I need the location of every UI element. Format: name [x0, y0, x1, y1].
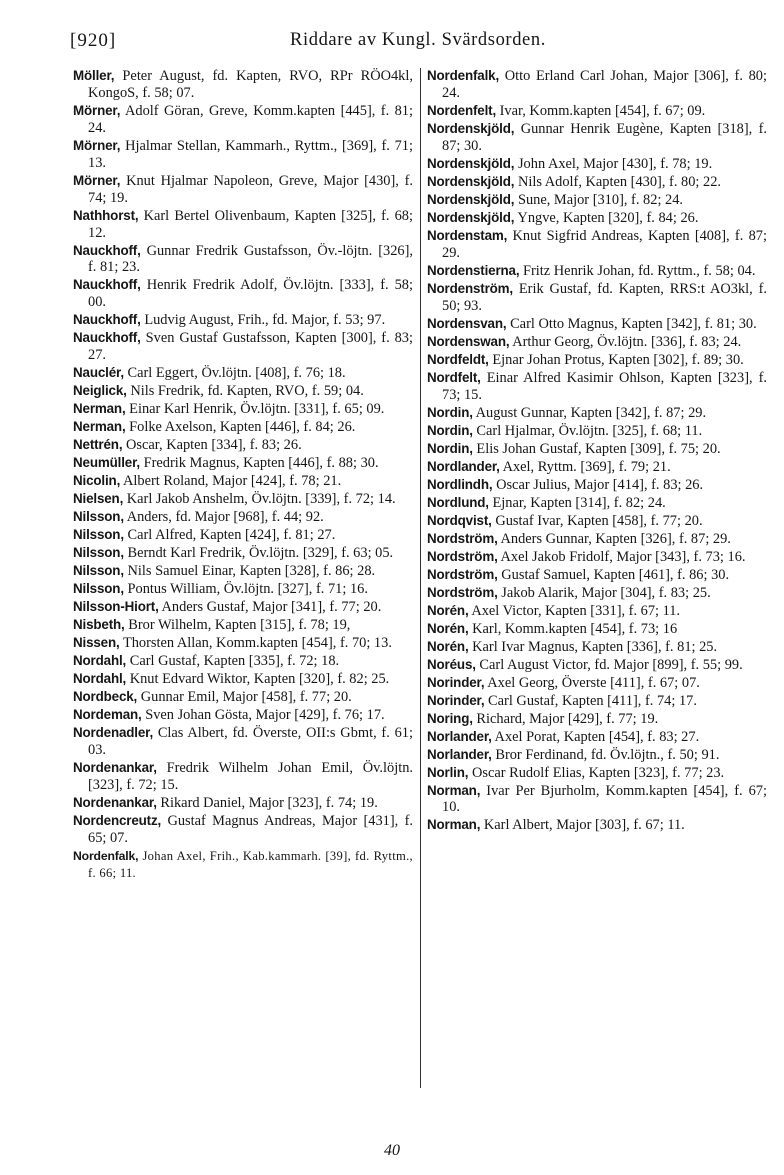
entry-surname: Nauckhoff, — [73, 312, 141, 328]
register-entry — [73, 848, 413, 882]
register-entry — [427, 281, 767, 315]
entry-surname: Nordencreutz, — [73, 813, 162, 829]
register-entry — [427, 585, 767, 602]
entry-details: Axel Porat, Kapten [454], f. 83; 27. — [494, 728, 700, 745]
entry-details: John Axel, Major [430], f. 78; 19. — [517, 155, 713, 172]
entry-surname: Nordenskjöld, — [427, 191, 515, 207]
entry-surname: Nordlander, — [427, 458, 500, 474]
register-entry — [73, 68, 413, 102]
entry-details: Nils Fredrik, fd. Kapten, RVO, f. 59; 04. — [130, 383, 364, 400]
entry-surname: Nordenadler, — [73, 725, 154, 741]
entry-surname: Neumüller, — [73, 455, 140, 471]
entry-details: Sune, Major [310], f. 82; 24. — [517, 191, 684, 208]
register-entry — [427, 817, 767, 834]
entry-details: Gustaf Magnus Andreas, Major [431], f. 65; 07. — [88, 813, 413, 846]
register-entry — [427, 334, 767, 351]
entry-details: Yngve, Kapten [320], f. 84; 26. — [517, 209, 699, 226]
entry-surname: Nerman, — [73, 401, 126, 417]
register-entry — [427, 459, 767, 476]
entry-details: Karl Albert, Major [303], f. 67; 11. — [483, 817, 685, 834]
register-entry — [427, 441, 767, 458]
register-entry — [73, 173, 413, 207]
entry-details: Jakob Alarik, Major [304], f. 83; 25. — [501, 584, 711, 601]
register-entry — [73, 635, 413, 652]
register-entry — [427, 210, 767, 227]
entry-details: Axel Georg, Överste [411], f. 67; 07. — [487, 674, 700, 691]
entry-details: Pontus William, Öv.löjtn. [327], f. 71; 16. — [127, 581, 368, 598]
entry-details: Peter August, fd. Kapten, RVO, RPr RÖO4kl, KongoS, f. 58; 07. — [88, 68, 413, 101]
printer-signature: 40 — [384, 1142, 400, 1159]
entry-surname: Nordenankar, — [73, 760, 157, 776]
register-entry — [427, 765, 767, 782]
register-entry — [73, 527, 413, 544]
entry-surname: Norén, — [427, 620, 469, 636]
entry-surname: Norén, — [427, 602, 469, 618]
entry-details: Albert Roland, Major [424], f. 78; 21. — [122, 473, 342, 490]
entry-surname: Nordström, — [427, 530, 498, 546]
entry-details: Gustaf Samuel, Kapten [461], f. 86; 30. — [501, 566, 730, 583]
register-entry — [427, 156, 767, 173]
entry-surname: Norlander, — [427, 728, 492, 744]
entry-details: Gunnar Emil, Major [458], f. 77; 20. — [140, 689, 352, 706]
entry-surname: Nauclér, — [73, 365, 124, 381]
entry-details: Ejnar Johan Protus, Kapten [302], f. 89; 30. — [492, 351, 744, 368]
entry-details: Carl Otto Magnus, Kapten [342], f. 81; 30. — [510, 315, 757, 332]
entry-surname: Nordström, — [427, 548, 498, 564]
register-entry — [73, 455, 413, 472]
entry-surname: Norinder, — [427, 674, 485, 690]
entry-details: Oscar Rudolf Elias, Kapten [323], f. 77; 23. — [471, 764, 725, 781]
register-entry — [427, 352, 767, 369]
entry-surname: Nerman, — [73, 419, 126, 435]
entry-surname: Nordström, — [427, 584, 498, 600]
entry-surname: Nordenfalk, — [73, 848, 139, 863]
register-entry — [427, 405, 767, 422]
entry-details: August Gunnar, Kapten [342], f. 87; 29. — [475, 404, 707, 421]
register-entry — [73, 491, 413, 508]
entry-surname: Noring, — [427, 710, 473, 726]
register-entry — [427, 192, 767, 209]
entry-details: Oscar, Kapten [334], f. 83; 26. — [126, 437, 302, 454]
register-entry — [73, 312, 413, 329]
entry-details: Bror Ferdinand, fd. Öv.löjtn., f. 50; 91. — [495, 746, 720, 763]
entry-surname: Norlin, — [427, 764, 469, 780]
entry-surname: Nordeman, — [73, 707, 142, 723]
entry-surname: Nilsson-Hiort, — [73, 599, 159, 615]
register-entry — [427, 316, 767, 333]
entry-details: Richard, Major [429], f. 77; 19. — [476, 710, 659, 727]
entry-details: Sven Gustaf Gustafsson, Kapten [300], f. 83; 27. — [88, 330, 413, 364]
entry-details: Axel, Ryttm. [369], f. 79; 21. — [502, 458, 671, 475]
entry-details: Fredrik Magnus, Kapten [446], f. 88; 30. — [143, 455, 379, 472]
register-entry — [73, 473, 413, 490]
entry-surname: Nilsson, — [73, 581, 124, 597]
register-entry — [427, 675, 767, 692]
entry-details: Knut Hjalmar Napoleon, Greve, Major [430], f. 74; 19. — [88, 172, 413, 206]
register-entry — [73, 437, 413, 454]
entry-surname: Nordqvist, — [427, 512, 492, 528]
entry-surname: Nathhorst, — [73, 207, 139, 223]
entry-surname: Nordenswan, — [427, 333, 510, 349]
entry-surname: Neiglick, — [73, 383, 127, 399]
entry-details: Anders, fd. Major [968], f. 44; 92. — [126, 509, 324, 526]
register-entry — [73, 617, 413, 634]
entry-surname: Nilsson, — [73, 563, 124, 579]
entry-surname: Nauckhoff, — [73, 277, 141, 293]
entry-surname: Möller, — [73, 68, 115, 83]
register-entry — [427, 747, 767, 764]
entry-details: Einar Karl Henrik, Öv.löjtn. [331], f. 65; 09. — [129, 401, 385, 418]
entry-surname: Noréus, — [427, 656, 476, 672]
entry-surname: Nauckhoff, — [73, 242, 141, 258]
entry-surname: Nordahl, — [73, 653, 127, 669]
entry-details: Carl Hjalmar, Öv.löjtn. [325], f. 68; 11. — [476, 422, 703, 439]
entry-details: Gunnar Fredrik Gustafsson, Öv.-löjtn. [326], f. 81; 23. — [88, 242, 413, 276]
entry-details: Sven Johan Gösta, Major [429], f. 76; 17. — [145, 707, 385, 724]
entry-surname: Nauckhoff, — [73, 330, 141, 346]
entry-surname: Nordin, — [427, 440, 473, 456]
entry-surname: Nisbeth, — [73, 617, 125, 633]
entry-details: Ludvig August, Frih., fd. Major, f. 53; 97. — [144, 312, 386, 329]
entry-details: Karl, Komm.kapten [454], f. 73; 16 — [472, 620, 678, 637]
entry-details: Karl Bertel Olivenbaum, Kapten [325], f. 68; 12. — [88, 207, 413, 241]
entry-details: Otto Erland Carl Johan, Major [306], f. 80; 24. — [442, 68, 767, 101]
entry-surname: Nielsen, — [73, 491, 124, 507]
entry-details: Henrik Fredrik Adolf, Öv.löjtn. [333], f. 58; 00. — [88, 277, 413, 311]
register-entry — [427, 621, 767, 638]
entry-details: Fredrik Wilhelm Johan Emil, Öv.löjtn. [323], f. 72; 15. — [88, 760, 413, 794]
entry-details: Karl Ivar Magnus, Kapten [336], f. 81; 25. — [472, 638, 718, 655]
entry-surname: Nordlindh, — [427, 476, 493, 492]
entry-surname: Nissen, — [73, 635, 120, 651]
entry-details: Fritz Henrik Johan, fd. Ryttm., f. 58; 04. — [523, 262, 756, 279]
entry-surname: Nordenskjöld, — [427, 155, 515, 171]
register-entry — [427, 477, 767, 494]
entry-details: Ejnar, Kapten [314], f. 82; 24. — [492, 494, 666, 511]
entry-details: Hjalmar Stellan, Kammarh., Ryttm., [369], f. 71; 13. — [88, 137, 413, 171]
register-entry — [73, 509, 413, 526]
register-entry — [427, 228, 767, 262]
page-number: [920] — [70, 30, 117, 51]
register-entry — [73, 383, 413, 400]
entry-details: Berndt Karl Fredrik, Öv.löjtn. [329], f. 63; 05. — [127, 545, 394, 562]
right-column — [427, 68, 767, 835]
register-entry — [73, 599, 413, 616]
register-entry — [73, 401, 413, 418]
entry-surname: Nordensvan, — [427, 315, 507, 331]
entry-surname: Nordfeldt, — [427, 351, 489, 367]
register-entry — [73, 671, 413, 688]
register-entry — [73, 419, 413, 436]
entry-surname: Nordenskjöld, — [427, 120, 515, 136]
entry-details: Karl Jakob Anshelm, Öv.löjtn. [339], f. 72; 14. — [126, 491, 396, 508]
register-entry — [427, 693, 767, 710]
register-entry — [73, 243, 413, 277]
entry-details: Ivar, Komm.kapten [454], f. 67; 09. — [499, 102, 706, 119]
entry-surname: Nicolin, — [73, 473, 121, 489]
register-entry — [73, 365, 413, 382]
entry-details: Ivar Per Bjurholm, Komm.kapten [454], f. 67; 10. — [442, 782, 767, 816]
register-entry — [427, 711, 767, 728]
entry-details: Carl August Victor, fd. Major [899], f. 55; 99. — [479, 656, 743, 673]
register-entry — [73, 707, 413, 724]
entry-surname: Mörner, — [73, 137, 121, 153]
register-entry — [427, 121, 767, 155]
entry-details: Gunnar Henrik Eugène, Kapten [318], f. 87; 30. — [442, 120, 767, 154]
entry-surname: Nilsson, — [73, 527, 124, 543]
column-divider — [420, 68, 421, 1088]
entry-surname: Nettrén, — [73, 437, 123, 453]
entry-details: Carl Gustaf, Kapten [335], f. 72; 18. — [129, 653, 340, 670]
register-entry — [427, 603, 767, 620]
entry-details: Carl Gustaf, Kapten [411], f. 74; 17. — [488, 692, 697, 709]
entry-surname: Nordenstam, — [427, 227, 508, 243]
register-entry — [427, 567, 767, 584]
register-entry — [427, 174, 767, 191]
entry-details: Knut Sigfrid Andreas, Kapten [408], f. 87; 29. — [442, 227, 767, 261]
register-entry — [427, 103, 767, 120]
entry-surname: Norén, — [427, 638, 469, 654]
entry-details: Oscar Julius, Major [414], f. 83; 26. — [496, 476, 704, 493]
entry-details: Anders Gunnar, Kapten [326], f. 87; 29. — [500, 530, 731, 547]
entry-details: Knut Edvard Wiktor, Kapten [320], f. 82; 25. — [129, 671, 390, 688]
entry-details: Folke Axelson, Kapten [446], f. 84; 26. — [129, 419, 356, 436]
entry-details: Axel Victor, Kapten [331], f. 67; 11. — [471, 602, 681, 619]
entry-details: Carl Eggert, Öv.löjtn. [408], f. 76; 18. — [127, 365, 346, 382]
entry-surname: Mörner, — [73, 102, 121, 118]
page-title: Riddare av Kungl. Svärdsorden. — [290, 30, 546, 50]
register-entry — [427, 423, 767, 440]
entry-surname: Mörner, — [73, 172, 121, 188]
entry-surname: Norlander, — [427, 746, 492, 762]
entry-surname: Nordin, — [427, 422, 473, 438]
entry-surname: Nordenström, — [427, 280, 513, 296]
register-entry — [427, 639, 767, 656]
left-column — [73, 68, 413, 883]
entry-surname: Nilsson, — [73, 509, 124, 525]
page-header — [70, 30, 766, 56]
entry-surname: Nordenfelt, — [427, 102, 497, 118]
entry-details: Rikard Daniel, Major [323], f. 74; 19. — [160, 795, 378, 812]
register-entry — [73, 330, 413, 364]
register-entry — [427, 263, 767, 280]
register-entry — [73, 581, 413, 598]
entry-details: Adolf Göran, Greve, Komm.kapten [445], f. 81; 24. — [88, 102, 413, 136]
entry-surname: Norman, — [427, 782, 481, 798]
entry-details: Carl Alfred, Kapten [424], f. 81; 27. — [127, 527, 336, 544]
register-entry — [427, 531, 767, 548]
register-entry — [427, 68, 767, 102]
register-entry — [427, 370, 767, 404]
entry-details: Axel Jakob Fridolf, Major [343], f. 73; 16. — [500, 548, 746, 565]
entry-surname: Nordfelt, — [427, 369, 481, 385]
register-entry — [73, 725, 413, 759]
register-entry — [73, 208, 413, 242]
entry-surname: Nordström, — [427, 566, 498, 582]
register-entry — [73, 277, 413, 311]
entry-surname: Nordahl, — [73, 671, 127, 687]
entry-details: Erik Gustaf, fd. Kapten, RRS:t AO3kl, f. 50; 93. — [442, 280, 767, 314]
register-entry — [427, 657, 767, 674]
entry-surname: Nordenfalk, — [427, 68, 500, 83]
entry-details: Johan Axel, Frih., Kab.kammarh. [39], fd. Ryttm., f. 66; 11. — [88, 848, 413, 880]
entry-surname: Nordenankar, — [73, 795, 157, 811]
entry-details: Bror Wilhelm, Kapten [315], f. 78; 19, — [128, 617, 351, 634]
register-entry — [73, 138, 413, 172]
register-entry — [73, 563, 413, 580]
register-entry — [73, 653, 413, 670]
register-entry — [73, 545, 413, 562]
entry-details: Arthur Georg, Öv.löjtn. [336], f. 83; 24. — [512, 333, 742, 350]
entry-surname: Nordenskjöld, — [427, 209, 515, 225]
entry-details: Nils Samuel Einar, Kapten [328], f. 86; 28. — [127, 563, 376, 580]
register-entry — [73, 795, 413, 812]
entry-surname: Nordenstierna, — [427, 262, 520, 278]
register-entry — [427, 549, 767, 566]
entry-details: Nils Adolf, Kapten [430], f. 80; 22. — [517, 173, 721, 190]
entry-surname: Nordlund, — [427, 494, 489, 510]
entry-surname: Norinder, — [427, 692, 485, 708]
entry-surname: Nordenskjöld, — [427, 173, 515, 189]
register-entry — [73, 813, 413, 847]
entry-details: Thorsten Allan, Komm.kapten [454], f. 70; 13. — [122, 635, 392, 652]
register-entry — [427, 783, 767, 817]
entry-surname: Nordin, — [427, 404, 473, 420]
entry-details: Clas Albert, fd. Överste, OII:s Gbmt, f. 61; 03. — [88, 725, 413, 759]
register-entry — [427, 729, 767, 746]
entry-details: Einar Alfred Kasimir Ohlson, Kapten [323], f. 73; 15. — [442, 369, 767, 403]
register-entry — [73, 103, 413, 137]
register-entry — [73, 689, 413, 706]
entry-details: Anders Gustaf, Major [341], f. 77; 20. — [161, 599, 382, 616]
entry-details: Elis Johan Gustaf, Kapten [309], f. 75; 20. — [476, 440, 721, 457]
register-entry — [73, 760, 413, 794]
entry-details: Gustaf Ivar, Kapten [458], f. 77; 20. — [495, 512, 703, 529]
entry-surname: Nilsson, — [73, 545, 124, 561]
register-entry — [427, 513, 767, 530]
register-entry — [427, 495, 767, 512]
entry-surname: Norman, — [427, 817, 481, 833]
entry-surname: Nordbeck, — [73, 689, 138, 705]
